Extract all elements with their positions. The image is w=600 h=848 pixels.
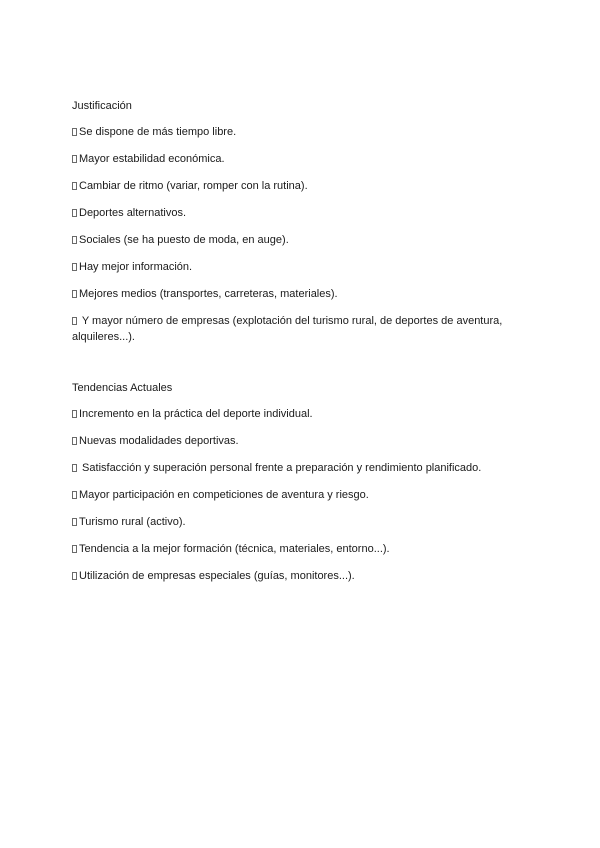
missing-glyph-box-icon [72, 236, 77, 244]
missing-glyph-box-icon [72, 317, 77, 325]
missing-glyph-box-icon [72, 209, 77, 217]
list-item-text: Y mayor número de empresas (explotación del turismo rural, de deportes de aventura, alquileres...). [72, 315, 503, 343]
list-item-text: Se dispone de más tiempo libre. [79, 126, 237, 138]
list-item-text: Tendencia a la mejor formación (técnica, materiales, entorno...). [79, 543, 390, 555]
list-item-text: Incremento en la práctica del deporte individual. [79, 408, 313, 420]
list-item [72, 568, 532, 584]
list-item [72, 487, 532, 503]
list-item [72, 232, 532, 248]
list-item-text: Sociales (se ha puesto de moda, en auge). [79, 234, 289, 246]
missing-glyph-box-icon [72, 572, 77, 580]
missing-glyph-box-icon [72, 290, 77, 298]
list-item-text: Hay mejor información. [79, 261, 193, 273]
missing-glyph-box-icon [72, 464, 77, 472]
justificacion-list [72, 124, 532, 345]
missing-glyph-box-icon [72, 263, 77, 271]
list-item-text: Mayor participación en competiciones de aventura y riesgo. [79, 489, 369, 501]
justificacion-heading: Justificación [72, 100, 132, 112]
list-item [72, 151, 532, 167]
list-item [72, 205, 532, 221]
missing-glyph-box-icon [72, 491, 77, 499]
list-item-text: Mejores medios (transportes, carreteras, materiales). [79, 288, 338, 300]
list-item [72, 460, 532, 476]
missing-glyph-box-icon [72, 182, 77, 190]
list-item [72, 124, 532, 140]
list-item-text: Nuevas modalidades deportivas. [79, 435, 239, 447]
missing-glyph-box-icon [72, 545, 77, 553]
list-item-text: Utilización de empresas especiales (guías, monitores...). [79, 570, 355, 582]
tendencias-section [72, 380, 532, 595]
missing-glyph-box-icon [72, 128, 77, 136]
tendencias-heading: Tendencias Actuales [72, 382, 173, 394]
list-item [72, 514, 532, 530]
missing-glyph-box-icon [72, 155, 77, 163]
missing-glyph-box-icon [72, 437, 77, 445]
list-item-text: Turismo rural (activo). [79, 516, 186, 528]
list-item [72, 541, 532, 557]
justificacion-section [72, 98, 532, 356]
list-item-text: Mayor estabilidad económica. [79, 153, 225, 165]
missing-glyph-box-icon [72, 518, 77, 526]
list-item [72, 178, 532, 194]
list-item [58, 313, 532, 345]
list-item [72, 433, 532, 449]
list-item [72, 406, 532, 422]
tendencias-list [72, 406, 532, 584]
missing-glyph-box-icon [72, 410, 77, 418]
list-item-text: Cambiar de ritmo (variar, romper con la rutina). [79, 180, 308, 192]
list-item-text: Satisfacción y superación personal frente a preparación y rendimiento planificado. [79, 462, 482, 474]
list-item [72, 259, 532, 275]
list-item-text: Deportes alternativos. [79, 207, 186, 219]
list-item [72, 286, 532, 302]
